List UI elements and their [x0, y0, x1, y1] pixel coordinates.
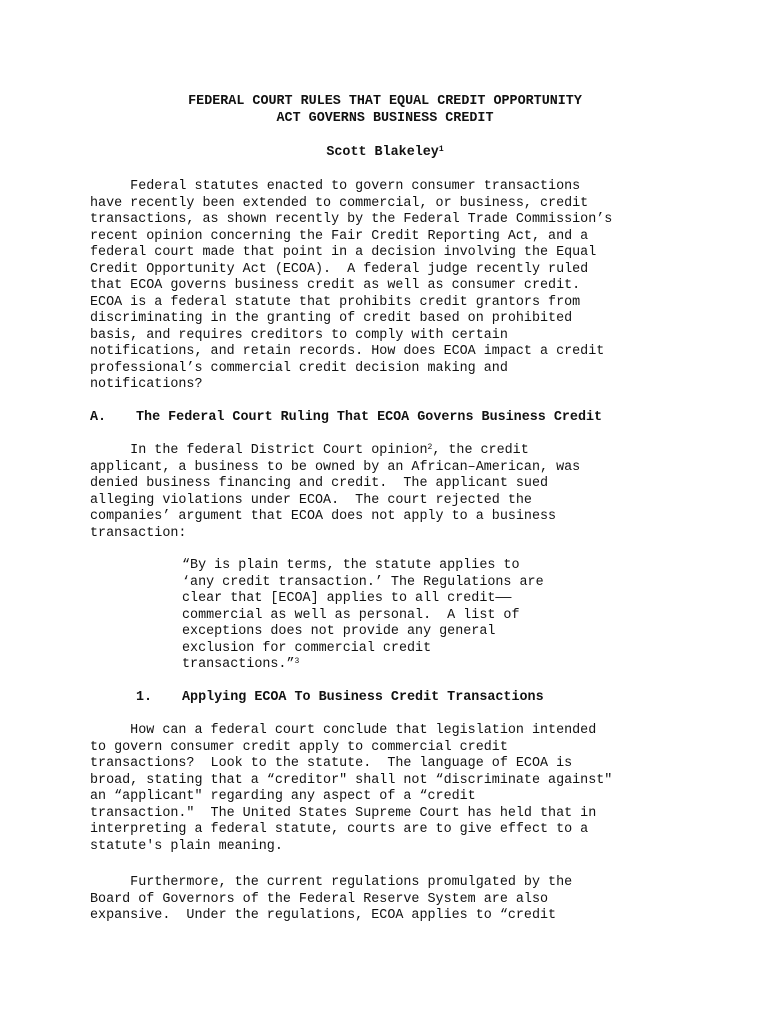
- author-name: Scott Blakeley: [326, 145, 439, 160]
- statute-line: an “applicant" regarding any aspect of a “credit: [90, 789, 476, 804]
- document-title-line-2: ACT GOVERNS BUSINESS CREDIT: [276, 111, 494, 126]
- regulations-line: expansive. Under the regulations, ECOA applies to “credit: [90, 908, 557, 923]
- intro-line: notifications?: [90, 377, 203, 392]
- statute-line: to govern consumer credit apply to commercial credit: [90, 739, 508, 755]
- quote-footnote-marker: 3: [294, 657, 300, 666]
- document-title-line-1: FEDERAL COURT RULES THAT EQUAL CREDIT OPPORTUNITY: [188, 94, 582, 109]
- ruling-line: transaction:: [90, 525, 187, 541]
- section-a-marker: A.: [90, 410, 107, 425]
- statute-line: transaction." The United States Supreme Court has held that in: [90, 805, 597, 821]
- quote-last-text: transactions.”: [182, 657, 295, 672]
- quote-line: exclusion for commercial credit: [182, 640, 432, 656]
- ruling-line: alleging violations under ECOA. The court rejected the: [90, 492, 532, 508]
- ruling-line: [90, 443, 529, 459]
- statute-line: How can a federal court conclude that legislation intended: [90, 723, 597, 738]
- statute-line: statute's plain meaning.: [90, 838, 283, 854]
- ruling-footnote-marker: 2: [427, 443, 433, 452]
- intro-line: federal court made that point in a decision involving the Equal: [90, 245, 597, 260]
- section-1-title: Applying ECOA To Business Credit Transactions: [182, 690, 544, 705]
- intro-line: basis, and requires creditors to comply with certain: [90, 327, 508, 343]
- statute-line: broad, stating that a “creditor" shall not “discriminate against": [90, 772, 613, 788]
- section-a-title: The Federal Court Ruling That ECOA Governs Business Credit: [136, 410, 603, 425]
- ruling-line: denied business financing and credit. The applicant sued: [90, 476, 549, 491]
- quote-line: [182, 657, 299, 673]
- statute-line: transactions? Look to the statute. The language of ECOA is: [90, 756, 573, 771]
- author-footnote-marker: 1: [438, 145, 444, 154]
- quote-line: “By is plain terms, the statute applies to: [182, 558, 520, 573]
- author-line: [0, 145, 770, 161]
- intro-line: have recently been extended to commercial, or business, credit: [90, 195, 589, 211]
- ruling-line-start: In the federal District Court opinion: [90, 443, 428, 458]
- quote-line: ‘any credit transaction.’ The Regulations are: [182, 574, 544, 590]
- ruling-line: applicant, a business to be owned by an African–American, was: [90, 459, 581, 475]
- intro-line: that ECOA governs business credit as well as consumer credit.: [90, 278, 581, 293]
- ruling-line-end: , the credit: [432, 443, 529, 458]
- intro-line: Federal statutes enacted to govern consumer transactions: [90, 179, 581, 194]
- intro-line: ECOA is a federal statute that prohibits credit grantors from: [90, 294, 581, 310]
- statute-line: interpreting a federal statute, courts are to give effect to a: [90, 822, 589, 837]
- intro-line: transactions, as shown recently by the Federal Trade Commission’s: [90, 212, 613, 227]
- quote-line: commercial as well as personal. A list of: [182, 607, 520, 623]
- quote-line: clear that [ECOA] applies to all credit——: [182, 591, 512, 606]
- section-1-marker: 1.: [136, 690, 153, 705]
- intro-line: recent opinion concerning the Fair Credit Reporting Act, and a: [90, 228, 589, 244]
- regulations-line: Board of Governors of the Federal Reserve System are also: [90, 891, 549, 907]
- quote-line: exceptions does not provide any general: [182, 624, 496, 639]
- ruling-line: companies’ argument that ECOA does not apply to a business: [90, 509, 557, 524]
- intro-line: professional’s commercial credit decision making and: [90, 360, 508, 376]
- intro-line: notifications, and retain records. How does ECOA impact a credit: [90, 344, 605, 359]
- intro-line: discriminating in the granting of credit based on prohibited: [90, 311, 573, 326]
- regulations-line: Furthermore, the current regulations promulgated by the: [90, 875, 573, 890]
- intro-line: Credit Opportunity Act (ECOA). A federal judge recently ruled: [90, 261, 589, 277]
